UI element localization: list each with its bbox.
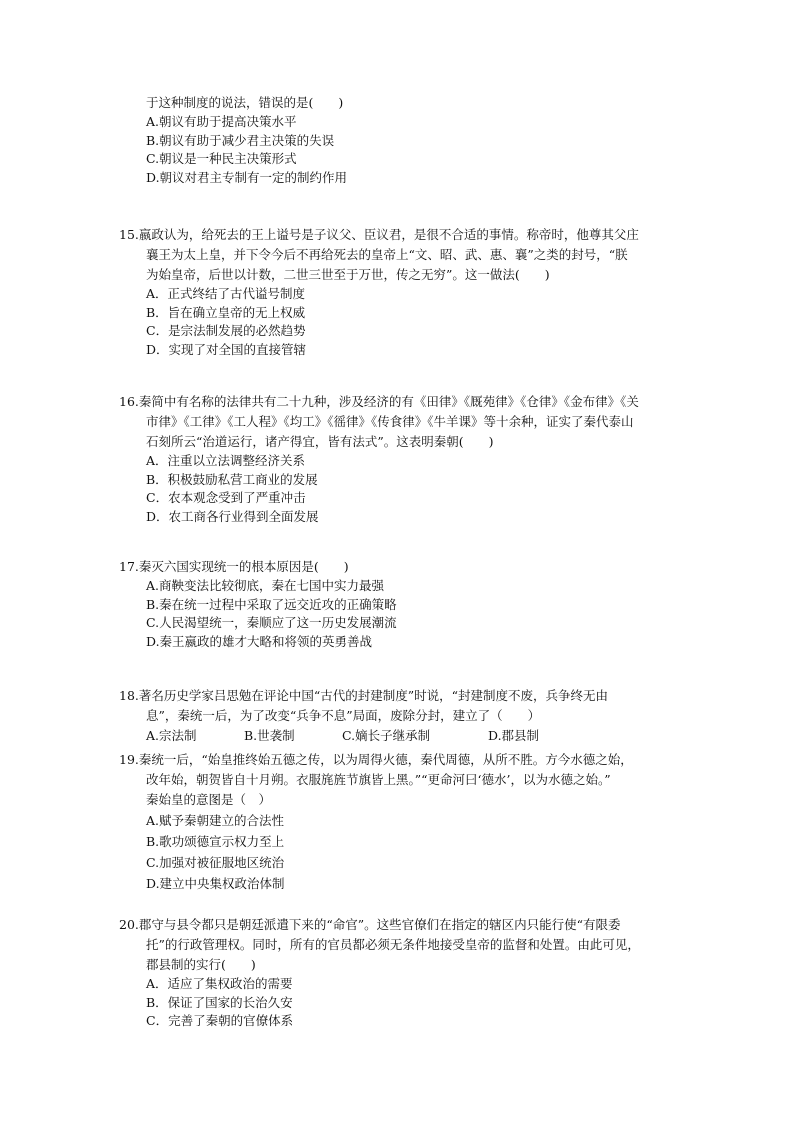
question-17-option-b: B.秦在统一过程中采取了远交近攻的正确策略 [146, 596, 397, 612]
question-18-option-d: D.郡县制 [488, 728, 540, 743]
question-16-option-d: D．农工商各行业得到全面发展 [146, 508, 319, 524]
question-19-stem-line-2: 改年始，朝贺皆自十月朔。衣服旄旌节旗皆上黑。”“更命河曰‘德水’，以为水德之始。” [146, 772, 611, 787]
question-16-stem-line-1: 16.秦简中有名称的法律共有二十九种，涉及经济的有《田律》《厩苑律》《仓律》《金布律》《关 [119, 394, 639, 409]
question-20-option-c: C．完善了秦朝的官僚体系 [146, 1013, 294, 1028]
question-14 [119, 93, 699, 187]
question-20-stem-line-1: 20.郡守与县令都只是朝廷派遣下来的“命官”。这些官僚们在指定的辖区内只能行使“有限委 [119, 917, 621, 932]
question-19-option-a: A.赋予秦朝建立的合法性 [146, 813, 285, 828]
question-19-stem-line-1: 19.秦统一后，“始皇推终始五德之传，以为周得火德，秦代周德，从所不胜。方今水德之始， [119, 752, 633, 767]
question-18-option-c: C.嫡长子继承制 [342, 728, 431, 743]
question-19-stem-line-3: 秦始皇的意图是（ ） [146, 792, 272, 807]
question-16 [119, 392, 699, 526]
question-18-options [119, 726, 699, 746]
question-20-stem-line-2: 托”的行政管理权。同时，所有的官员都必须无条件地接受皇帝的监督和处置。由此可见， [146, 937, 640, 952]
question-18 [119, 686, 699, 746]
question-15-stem-line-2: 襄王为太上皇，并下令今后不再给死去的皇帝上“文、昭、武、惠、襄”之类的封号，“朕 [146, 247, 628, 262]
question-15-stem-line-3: 为始皇帝，后世以计数，二世三世至于万世，传之无穷”。这一做法( ) [146, 267, 550, 282]
question-16-stem-line-2: 市律》《工律》《工人程》《均工》《徭律》《传食律》《牛羊课》等十余种，证实了秦代泰山 [146, 414, 634, 429]
question-14-stem: 于这种制度的说法，错误的是( ) [146, 95, 344, 110]
question-14-option-a: A.朝议有助于提高决策水平 [146, 114, 297, 129]
question-16-option-b: B．积极鼓励私营工商业的发展 [146, 471, 318, 487]
question-20-option-b: B．保证了国家的长治久安 [146, 994, 293, 1010]
question-18-option-b: B.世袭制 [244, 728, 295, 743]
question-17 [119, 557, 699, 651]
question-15-option-d: D．实现了对全国的直接管辖 [146, 341, 307, 357]
question-15-stem-line-1: 15.嬴政认为，给死去的王上谥号是子议父、臣议君，是很不合适的事情。称帝时，他尊其父庄 [119, 227, 639, 242]
question-18-stem-line-1: 18.著名历史学家吕思勉在评论中国“古代的封建制度”时说，“封建制度不废，兵争终无由 [119, 688, 609, 703]
question-16-option-c: C．农本观念受到了严重冲击 [146, 490, 306, 505]
question-18-stem-line-2: 息”，秦统一后，为了改变“兵争不息”局面，废除分封，建立了（ ） [146, 708, 541, 723]
question-19 [119, 750, 699, 894]
question-16-stem-line-3: 石刻所云“治道运行，诸产得宜，皆有法式”。这表明秦朝( ) [146, 434, 494, 449]
question-18-option-a: A.宗法制 [146, 728, 197, 743]
question-15-option-a: A．正式终结了古代谥号制度 [146, 286, 306, 301]
question-20 [119, 915, 699, 1031]
question-14-option-c: C.朝议是一种民主决策形式 [146, 151, 297, 166]
question-17-option-c: C.人民渴望统一，秦顺应了这一历史发展潮流 [146, 615, 397, 630]
question-19-option-b: B.歌功颂德宣示权力至上 [146, 834, 285, 849]
question-14-option-d: D.朝议对君主专制有一定的制约作用 [146, 169, 348, 185]
question-20-stem-line-3: 郡县制的实行( ) [146, 957, 256, 972]
question-17-stem-line-1: 17.秦灭六国实现统一的根本原因是( ) [119, 559, 349, 574]
question-15-option-b: B．旨在确立皇帝的无上权威 [146, 304, 306, 320]
question-17-option-a: A.商鞅变法比较彻底，秦在七国中实力最强 [146, 578, 385, 593]
question-19-option-c: C.加强对被征服地区统治 [146, 855, 285, 870]
question-15-option-c: C．是宗法制发展的必然趋势 [146, 323, 306, 338]
question-15 [119, 225, 699, 359]
question-19-option-d: D.建立中央集权政治体制 [146, 876, 285, 891]
question-20-option-a: A．适应了集权政治的需要 [146, 976, 293, 991]
question-14-option-b: B.朝议有助于减少君主决策的失误 [146, 132, 335, 148]
question-16-option-a: A．注重以立法调整经济关系 [146, 453, 306, 468]
question-17-option-d: D.秦王嬴政的雄才大略和将领的英勇善战 [146, 633, 373, 649]
